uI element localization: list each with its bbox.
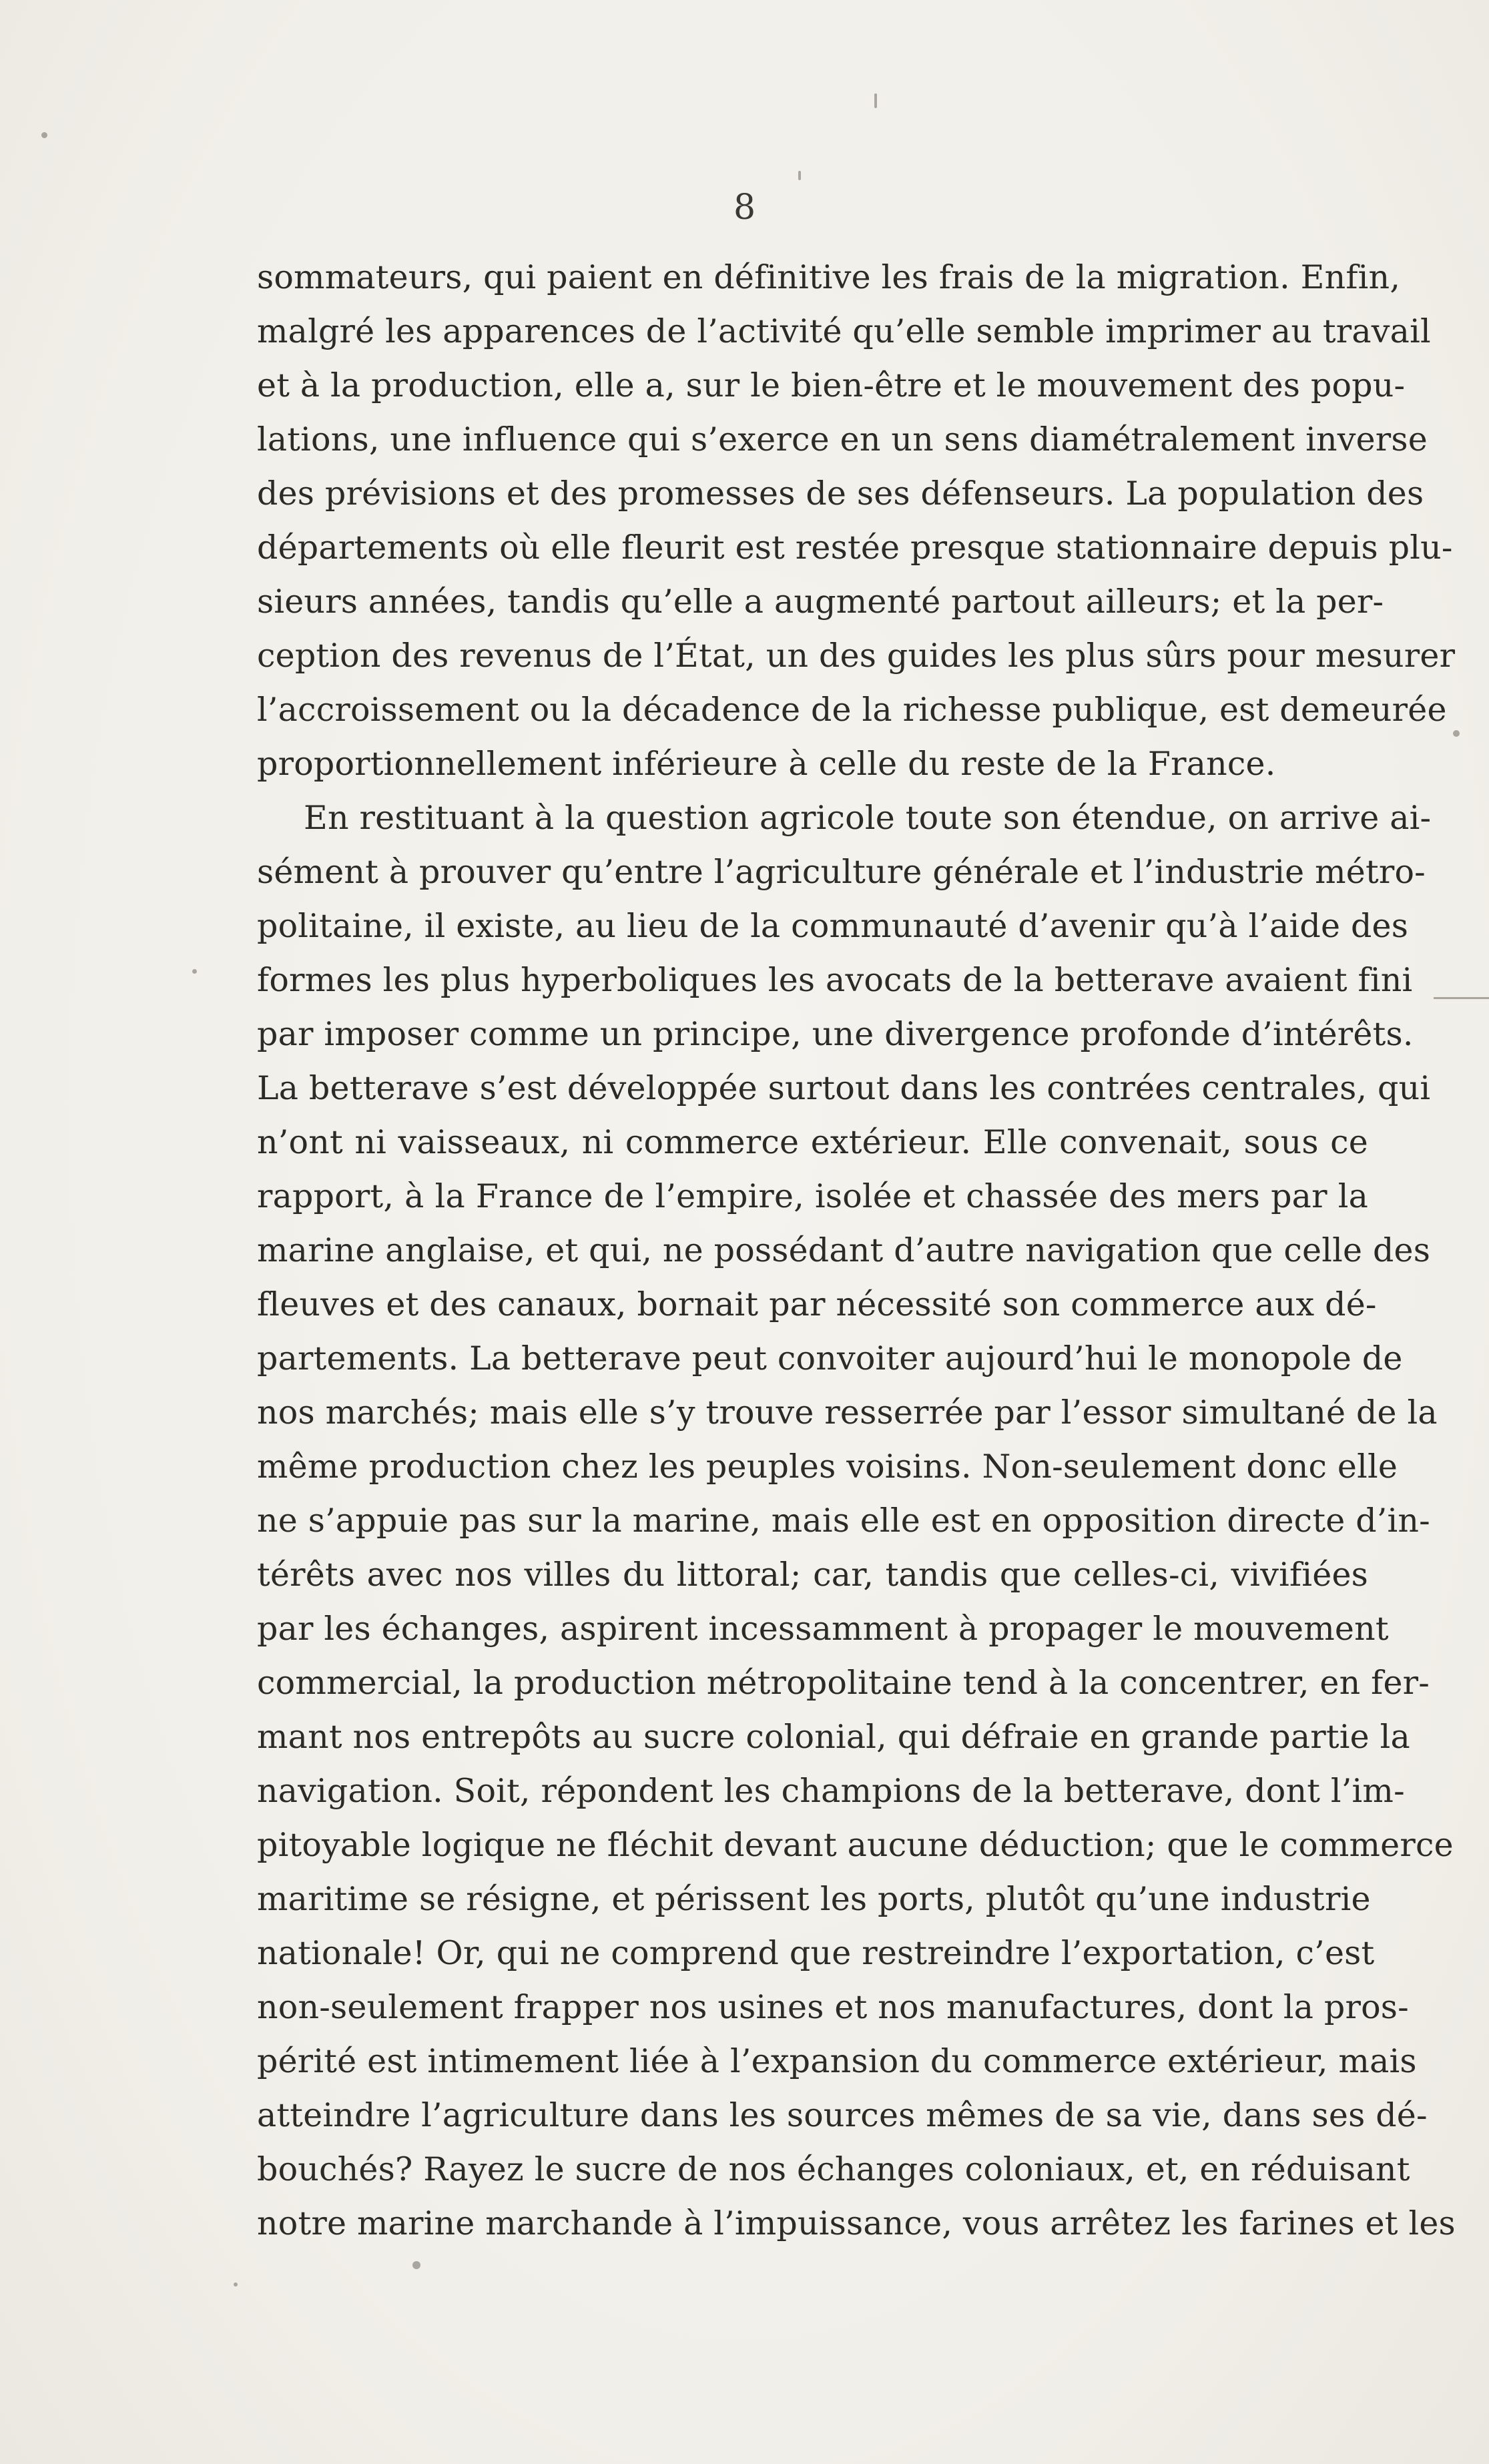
text-line: térêts avec nos villes du littoral; car, tandis que celles-ci, vivifiées <box>257 1556 1368 1594</box>
text-line: périté est intimement liée à l’expansion du commerce extérieur, mais <box>257 2042 1417 2080</box>
text-line: ne s’appuie pas sur la marine, mais elle est en opposition directe d’in- <box>257 1502 1430 1540</box>
text-line: sommateurs, qui paient en définitive les frais de la migration. Enfin, <box>257 258 1401 296</box>
text-line: par imposer comme un principe, une divergence profonde d’intérêts. <box>257 1015 1414 1053</box>
paragraph-first-line: En restituant à la question agricole toute son étendue, on arrive ai- <box>304 799 1432 837</box>
paper-speck <box>798 171 801 180</box>
paper-speck <box>1453 730 1460 737</box>
paper-speck <box>41 132 47 138</box>
text-line: atteindre l’agriculture dans les sources mêmes de sa vie, dans ses dé- <box>257 2096 1428 2134</box>
paper-speck <box>412 2261 420 2269</box>
body-text <box>257 250 1456 2250</box>
paper-speck <box>234 2282 238 2286</box>
text-line: maritime se résigne, et périssent les ports, plutôt qu’une industrie <box>257 1880 1371 1918</box>
text-line: départements où elle fleurit est restée presque stationnaire depuis plu- <box>257 529 1453 567</box>
paper-speck <box>874 93 877 108</box>
text-line: rapport, à la France de l’empire, isolée et chassée des mers par la <box>257 1177 1368 1215</box>
text-line: lations, une influence qui s’exerce en un sens diamétralement inverse <box>257 420 1428 458</box>
paper-speck <box>192 969 197 974</box>
text-line: fleuves et des canaux, bornait par nécessité son commerce aux dé- <box>257 1285 1377 1323</box>
paragraph-last-line: proportionnellement inférieure à celle du reste de la France. <box>257 745 1276 783</box>
text-line: politaine, il existe, au lieu de la communauté d’avenir qu’à l’aide des <box>257 907 1409 945</box>
text-line: même production chez les peuples voisins. Non-seulement donc elle <box>257 1448 1398 1486</box>
text-line: sément à prouver qu’entre l’agriculture générale et l’industrie métro- <box>257 853 1426 891</box>
text-line: partements. La betterave peut convoiter aujourd’hui le monopole de <box>257 1339 1403 1377</box>
text-line: navigation. Soit, répondent les champions de la betterave, dont l’im- <box>257 1772 1405 1810</box>
text-line: commercial, la production métropolitaine tend à la concentrer, en fer- <box>257 1664 1430 1702</box>
text-line: l’accroissement ou la décadence de la richesse publique, est demeurée <box>257 691 1447 729</box>
text-line: et à la production, elle a, sur le bien-être et le mouvement des popu- <box>257 366 1406 404</box>
text-line: nos marchés; mais elle s’y trouve resserrée par l’essor simultané de la <box>257 1394 1438 1432</box>
text-line: notre marine marchande à l’impuissance, vous arrêtez les farines et les <box>257 2204 1456 2242</box>
text-line: formes les plus hyperboliques les avocats de la betterave avaient fini <box>257 961 1413 999</box>
margin-rule <box>1434 997 1489 999</box>
text-line: bouchés? Rayez le sucre de nos échanges coloniaux, et, en réduisant <box>257 2150 1410 2188</box>
page-number: 8 <box>733 188 756 228</box>
text-line: pitoyable logique ne fléchit devant aucune déduction; que le commerce <box>257 1826 1454 1864</box>
text-line: ception des revenus de l’État, un des guides les plus sûrs pour mesurer <box>257 637 1456 675</box>
text-line: non-seulement frapper nos usines et nos manufactures, dont la pros- <box>257 1988 1409 2026</box>
text-line: nationale! Or, qui ne comprend que restreindre l’exportation, c’est <box>257 1934 1375 1972</box>
text-line: par les échanges, aspirent incessamment à propager le mouvement <box>257 1610 1389 1648</box>
text-line: sieurs années, tandis qu’elle a augmenté partout ailleurs; et la per- <box>257 583 1384 621</box>
text-line: n’ont ni vaisseaux, ni commerce extérieur. Elle convenait, sous ce <box>257 1123 1368 1161</box>
text-line: mant nos entrepôts au sucre colonial, qui défraie en grande partie la <box>257 1718 1410 1756</box>
text-line: malgré les apparences de l’activité qu’elle semble imprimer au travail <box>257 312 1431 350</box>
text-line: marine anglaise, et qui, ne possédant d’autre navigation que celle des <box>257 1231 1431 1269</box>
text-line: La betterave s’est développée surtout dans les contrées centrales, qui <box>257 1069 1431 1107</box>
text-line: des prévisions et des promesses de ses défenseurs. La population des <box>257 475 1424 513</box>
